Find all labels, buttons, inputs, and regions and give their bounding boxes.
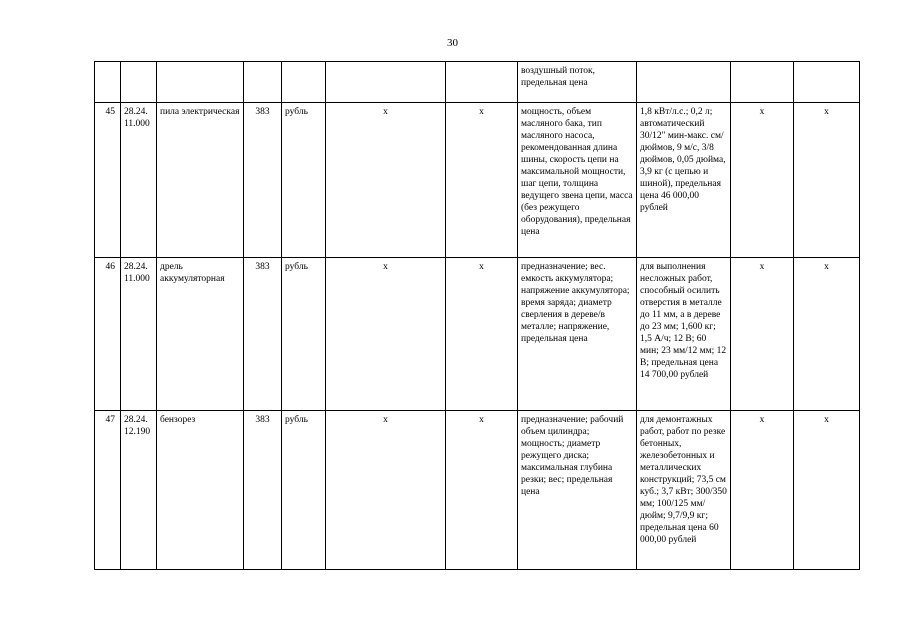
cell-x4: x: [794, 258, 860, 411]
cell-x2: x: [446, 103, 518, 258]
cell-x1: x: [326, 411, 446, 570]
characteristic-value: для выполнения несложных работ, способный осилить отверстия в металле до 11 мм, а в дереве до 23 мм; 1,600 кг; 1,5 А/ч; 12 В; 60 мин; 23 мм/12 мм; 12 В; предельная цена 14 700,00 рублей: [637, 258, 731, 411]
cell-x3: x: [731, 411, 794, 570]
table-row: [95, 103, 860, 258]
okei-code: 383: [244, 258, 282, 411]
okpd-code: [121, 62, 157, 103]
row-number: [95, 62, 121, 103]
page-number: 30: [447, 37, 458, 49]
okei-code: 383: [244, 411, 282, 570]
cell-x4: [794, 62, 860, 103]
characteristics: мощность, объем масляного бака, тип масляного насоса, рекомендованная длина шины, скорость цепи на максимальной мощности, шаг цепи, толщина ведущего звена цепи, масса (без режущего оборудования), предельная цена: [518, 103, 637, 258]
cell-x1: [326, 62, 446, 103]
row-number: 46: [95, 258, 121, 411]
characteristics: предназначение; вес. емкость аккумулятора; напряжение аккумулятора; время заряда; диаметр сверления в дереве/в металле; напряжение, предельная цена: [518, 258, 637, 411]
cell-x3: x: [731, 103, 794, 258]
cell-x4: x: [794, 103, 860, 258]
cell-x2: x: [446, 258, 518, 411]
cell-x4: x: [794, 411, 860, 570]
okpd-code: 28.24. 12.190: [121, 411, 157, 570]
characteristic-value: 1,8 кВт/л.с.; 0,2 л; автоматический 30/12" мин-макс. см/дюймов, 9 м/с, 3/8 дюймов, 0,05 дюйма, 3,9 кг (с цепью и шиной), предельная цена 46 000,00 рублей: [637, 103, 731, 258]
okei-code: 383: [244, 103, 282, 258]
unit-name: рубль: [282, 411, 326, 570]
item-name: дрель аккумуляторная: [157, 258, 244, 411]
cell-x3: x: [731, 258, 794, 411]
okei-code: [244, 62, 282, 103]
characteristic-value: [637, 62, 731, 103]
cell-x1: x: [326, 103, 446, 258]
cell-x1: x: [326, 258, 446, 411]
row-number: 45: [95, 103, 121, 258]
cell-x2: [446, 62, 518, 103]
unit-name: [282, 62, 326, 103]
okpd-code: 28.24. 11.000: [121, 103, 157, 258]
procurement-table: [94, 61, 860, 570]
item-name: [157, 62, 244, 103]
table-row: [95, 258, 860, 411]
cell-x3: [731, 62, 794, 103]
characteristics: воздушный поток, предельная цена: [518, 62, 637, 103]
okpd-code: 28.24. 11.000: [121, 258, 157, 411]
unit-name: рубль: [282, 258, 326, 411]
characteristics: предназначение; рабочий объем цилиндра; мощность; диаметр режущего диска; максимальная глубина резки; вес; предельная цена: [518, 411, 637, 570]
item-name: бензорез: [157, 411, 244, 570]
row-number: 47: [95, 411, 121, 570]
cell-x2: x: [446, 411, 518, 570]
item-name: пила электрическая: [157, 103, 244, 258]
table-row: [95, 411, 860, 570]
table-row: [95, 62, 860, 103]
unit-name: рубль: [282, 103, 326, 258]
characteristic-value: для демонтажных работ, работ по резке бетонных, железобетонных и металлических конструкций; 73,5 см куб.; 3,7 кВт; 300/350 мм; 100/125 мм/дюйм; 9,7/9,9 кг; предельная цена 60 000,00 рублей: [637, 411, 731, 570]
